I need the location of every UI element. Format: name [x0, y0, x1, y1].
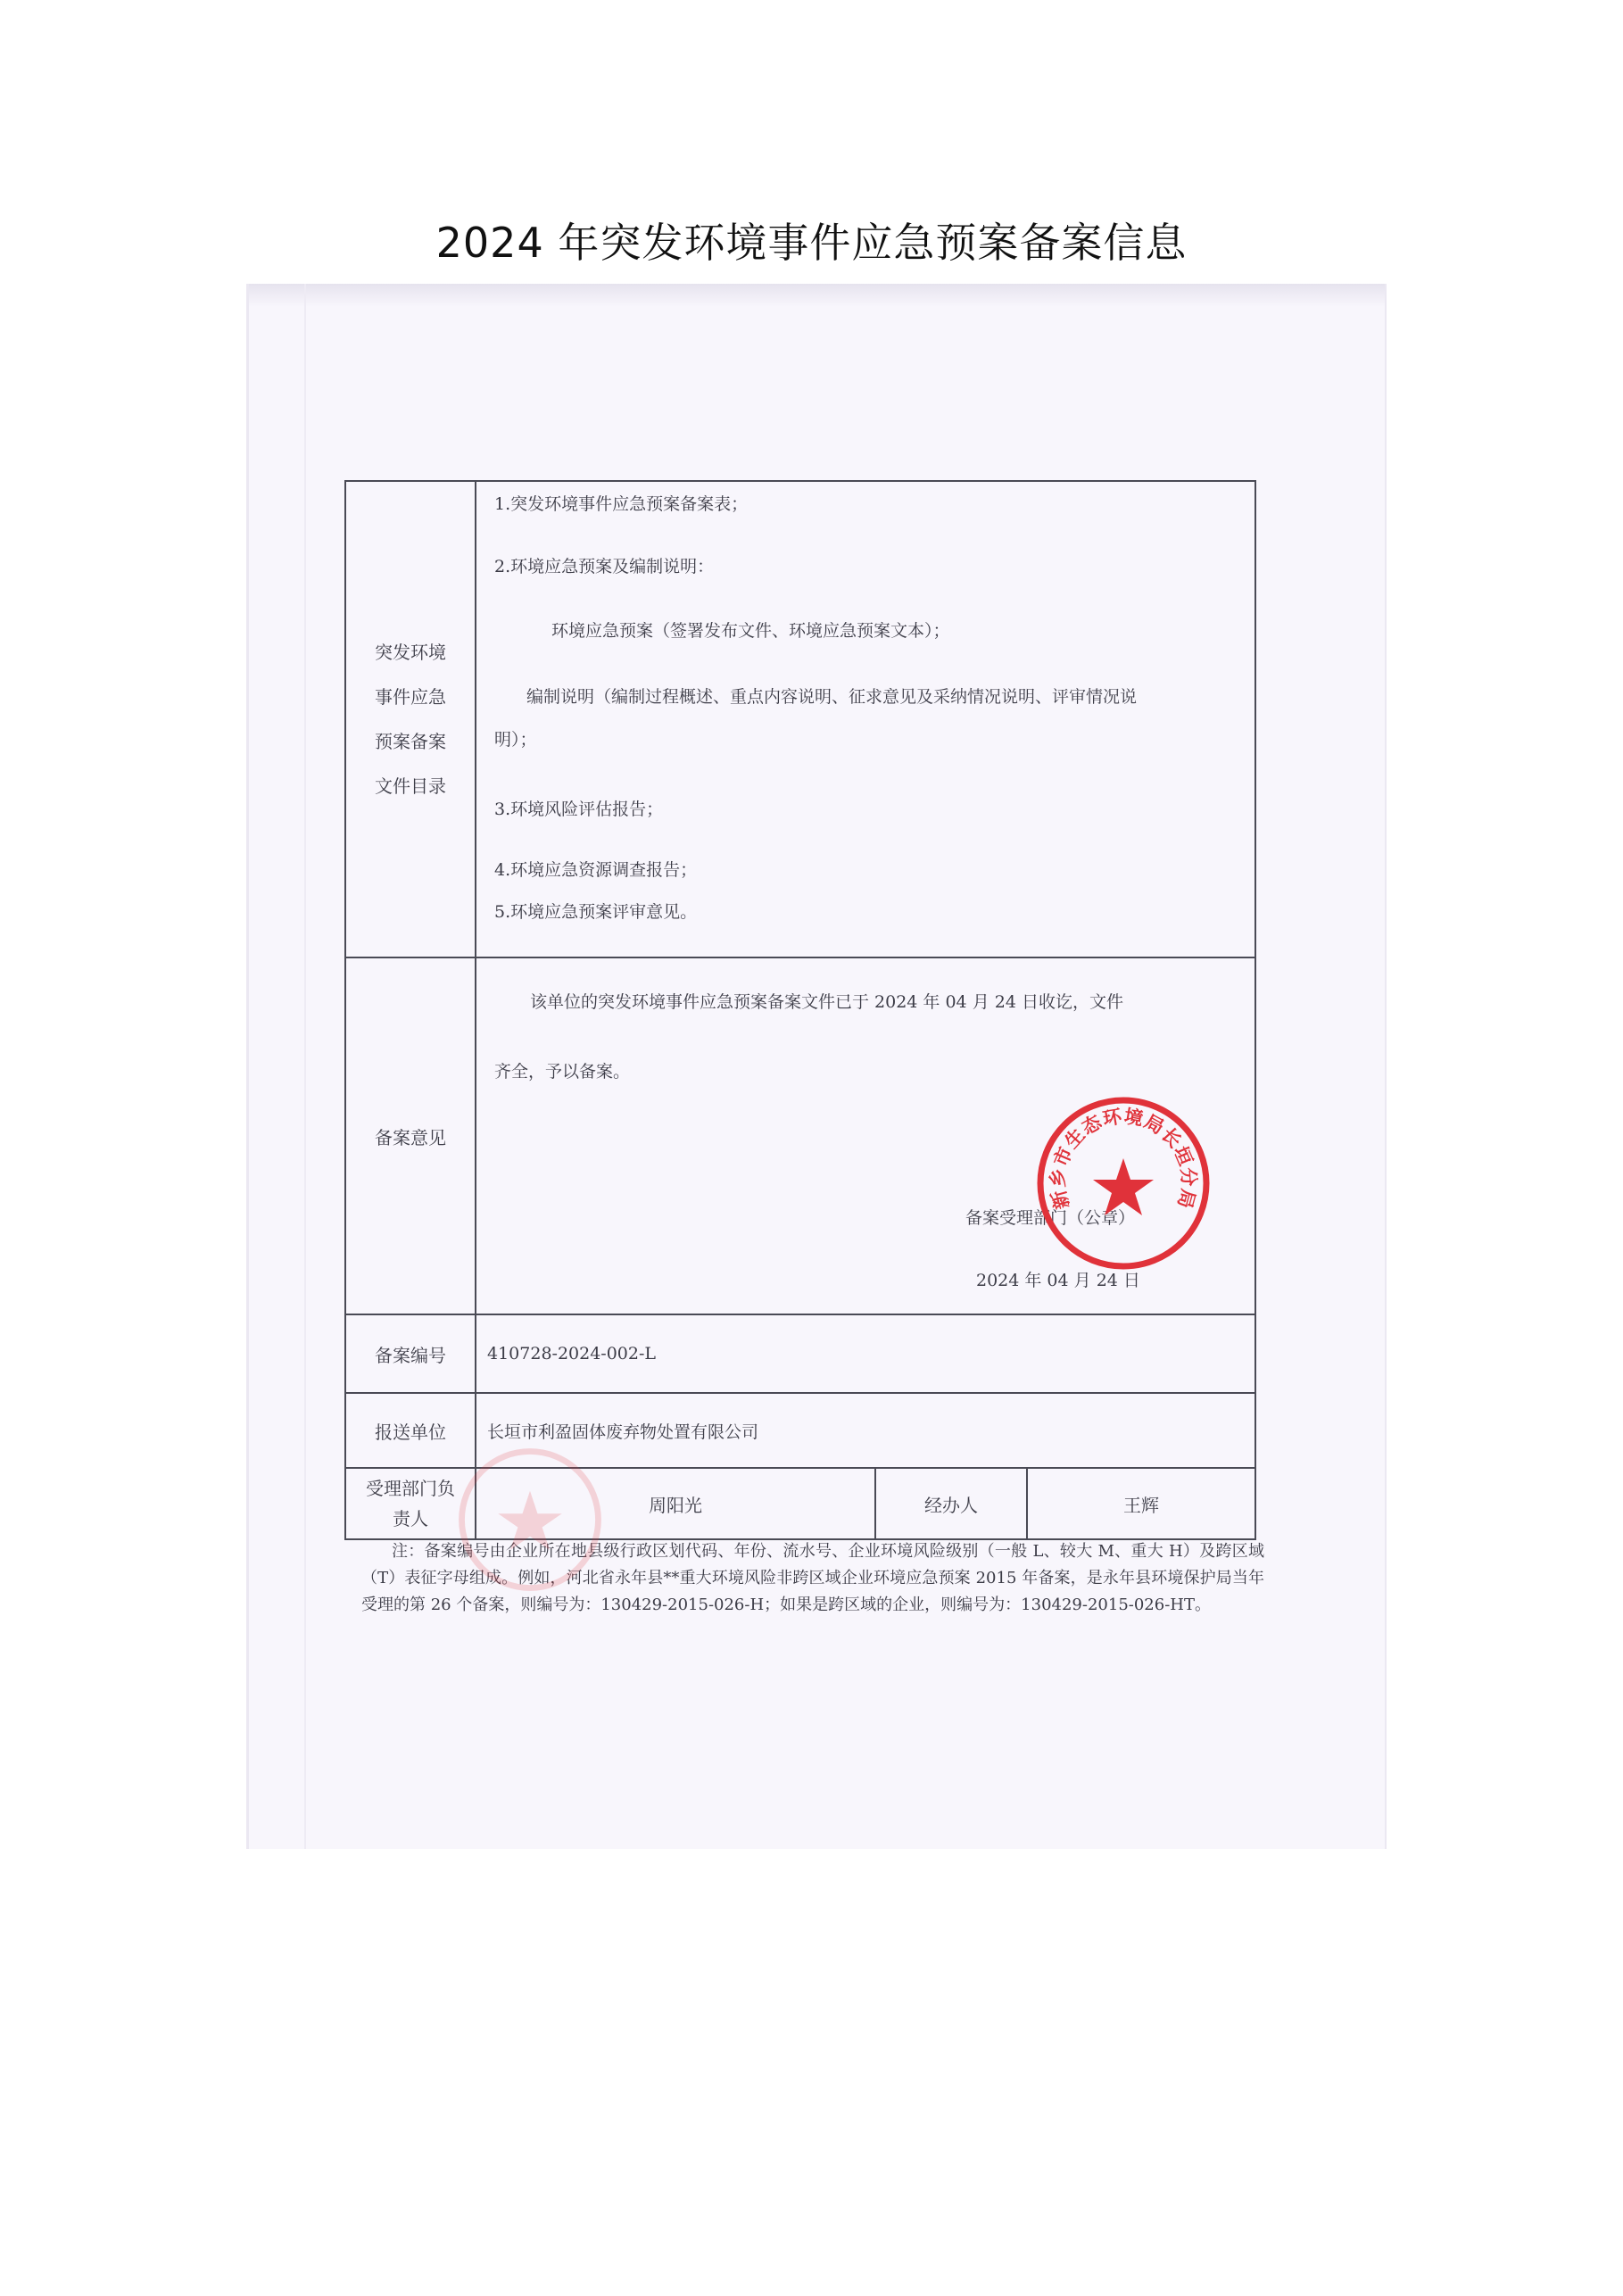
handler-value: 王辉: [1027, 1468, 1255, 1539]
filing-form-table: [344, 480, 1256, 1540]
record-no-label: 备案编号: [345, 1314, 476, 1393]
head-label-line: 责人: [393, 1508, 428, 1529]
opinion-date: 2024 年 04 月 24 日: [976, 1271, 1140, 1290]
handler-label: 经办人: [875, 1468, 1027, 1539]
head-value: 周阳光: [476, 1468, 875, 1539]
catalog-item: 5.环境应急预案评审意见。: [494, 902, 698, 922]
filing-note: 注：备案编号由企业所在地县级行政区划代码、年份、流水号、企业环境风险级别（一般 L、较大 M、重大 H）及跨区域（T）表征字母组成。例如，河北省永年县**重大环境风险非跨区域企业环境应急预案 2015 年备案，是永年县环境保护局当年受理的第 26 个备案，则编号为：130429-2015-026-H；如果是跨区域的企业，则编号为：130429-2015-026-HT。: [361, 1542, 1264, 1614]
opinion-line: 齐全，予以备案。: [494, 1062, 631, 1082]
scan-fold-line: [304, 284, 306, 1849]
opinion-sign: 备案受理部门（公章）: [965, 1208, 1136, 1228]
catalog-item: 编制说明（编制过程概述、重点内容说明、征求意见及采纳情况说明、评审情况说: [526, 687, 1138, 707]
record-no-value: 410728-2024-002-L: [476, 1314, 1255, 1393]
unit-value: 长垣市利盈固体废弃物处置有限公司: [476, 1393, 1255, 1468]
opinion-label: 备案意见: [345, 957, 476, 1314]
faint-seal-image: [454, 1444, 606, 1596]
catalog-row: [345, 481, 1255, 957]
catalog-label-line: 预案备案: [375, 731, 446, 752]
catalog-item: 3.环境风险评估报告；: [494, 800, 664, 819]
catalog-label-line: 事件应急: [375, 686, 446, 708]
catalog-item: 明）；: [494, 730, 537, 750]
catalog-label: [345, 481, 476, 957]
catalog-label-line: 突发环境: [375, 642, 446, 663]
catalog-item: 4.环境应急资源调查报告；: [494, 860, 698, 880]
catalog-item: 2.环境应急预案及编制说明：: [494, 557, 715, 576]
unit-label: 报送单位: [345, 1393, 476, 1468]
seal-star-icon: [1093, 1158, 1154, 1215]
page-title: 2024 年突发环境事件应急预案备案信息: [435, 219, 1188, 267]
catalog-content: [476, 481, 1255, 957]
opinion-line: 该单位的突发环境事件应急预案备案文件已于 2024 年 04 月 24 日收讫，文件: [530, 992, 1123, 1012]
catalog-label-line: 文件目录: [375, 775, 446, 797]
head-label-line: 受理部门负: [366, 1478, 455, 1499]
scanned-form-image: [246, 284, 1387, 1849]
catalog-item: 1.突发环境事件应急预案备案表；: [494, 494, 749, 514]
official-seal: [1034, 1094, 1213, 1272]
record-no-row: [345, 1314, 1255, 1393]
seal-text: 新乡市生态环境局长垣分局: [1047, 1105, 1200, 1212]
scan-edge-shadow: [249, 284, 1385, 307]
catalog-item: 环境应急预案（签署发布文件、环境应急预案文本）；: [551, 621, 950, 641]
